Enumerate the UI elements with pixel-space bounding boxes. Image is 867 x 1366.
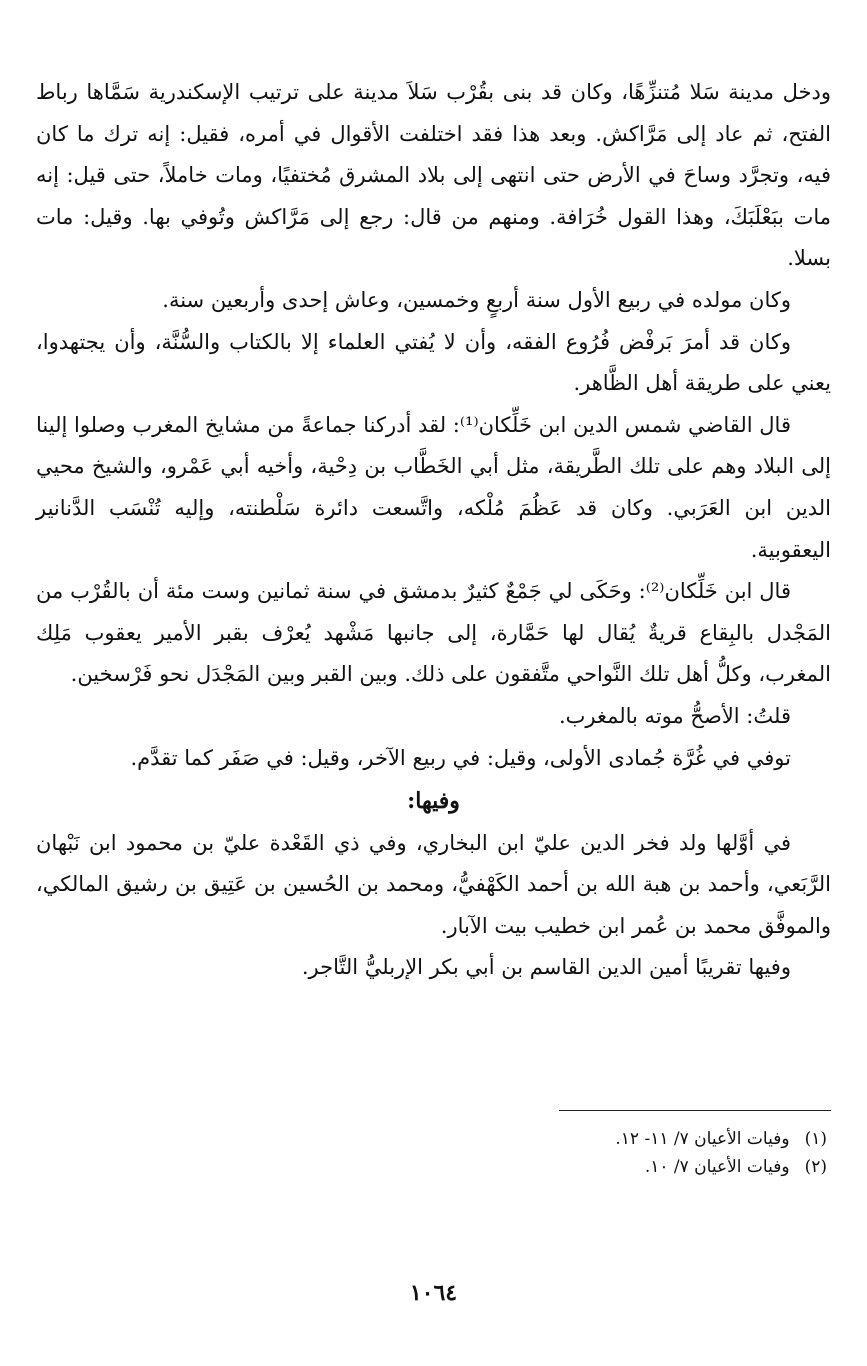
paragraph-3: وكان قد أمرَ بَرفْض فُرُوع الفقه، وأن لا يُفتي العلماء إلا بالكتاب والسُّنَّة، وأن يجتهدوا، يعني على طريقة أهل الظَّاهر.: [36, 329, 831, 396]
paragraph-7: توفي في غُرَّة جُمادى الأولى، وقيل: في ربيع الآخر، وقيل: في صَفَر كما تقدَّم.: [130, 745, 791, 770]
page-number: ١٠٦٤: [409, 1280, 458, 1306]
section-paragraph-1: في أوَّلها ولد فخر الدين عليّ ابن البخاري، وفي ذي القَعْدة عليّ بن محمود ابن نَبْهان الرَّبَعي، وأحمد بن هبة الله بن أحمد الكَهْفيُّ، ومحمد بن الحُسين بن عَتِيق بن رشيق المالكي، والموفَّق محمد بن عُمر ابن خطيب بيت الآبار.: [36, 830, 831, 938]
footnotes: [47, 1125, 827, 1181]
footnote-2: [47, 1153, 827, 1181]
section-paragraph-2: وفيها تقريبًا أمين الدين القاسم بن أبي بكر الإربليُّ التَّاجر.: [301, 955, 791, 980]
paragraph-4: قال القاضي شمس الدين ابن خَلِّكان⁽¹⁾: لقد أدركنا جماعةً من مشايخ المغرب وصلوا إلينا إلى البلاد وهم على تلك الطَّريقة، مثل أبي الخَطَّاب بن دِحْية، وأخيه أبي عَمْرو، والشيخ محيي الدين ابن العَرَبي. وكان قد عَظُمَ مُلْكه، واتَّسعت دائرة سَلْطنته، وإليه تُنْسَب الدَّنانير اليعقوبية.: [36, 412, 831, 562]
paragraph-5: قال ابن خَلِّكان⁽²⁾: وحَكَى لي جَمْعٌ كثيرٌ بدمشق في سنة ثمانين وست مئة أن بالقُرْب من المَجْدل بالبِقاع قريةٌ يُقال لها حَمَّارة، إلى جانبها مَشْهد يُعرْف بقبر الأمير يعقوب مَلِك المغرب، وكلُّ أهل تلك النَّواحي متَّفقون على ذلك. وبين القبر وبين المَجْدَل نحو فَرْسخين.: [36, 579, 831, 687]
footnote-text: وفيات الأعيان ٧/ ١١- ١٢.: [615, 1129, 790, 1149]
footnote-text: وفيات الأعيان ٧/ ١٠.: [644, 1157, 790, 1177]
paragraph-2: وكان مولده في ربيع الأول سنة أربعٍ وخمسين، وعاش إحدى وأربعين سنة.: [162, 287, 791, 312]
paragraph-1: ودخل مدينة سَلا مُتنزِّهًا، وكان قد بنى بقُرْب سَلاَ مدينة على ترتيب الإسكندرية سَمَّاها رباط الفتح، ثم عاد إلى مَرَّاكش. وبعد هذا فقد اختلفت الأقوال في أمره، فقيل: إنه ترك ما كان فيه، وتجرَّد وساحَ في الأرض حتى انتهى إلى بلاد المشرق مُختفيًا، ومات خاملاً، حتى قيل: إنه مات ببَعْلَبَكَ، وهذا القول خُرَافة. ومنهم من قال: رجع إلى مَرَّاكش وتُوفي بها. وقيل: مات بسلا.: [36, 80, 831, 271]
section-heading: وفيها:: [407, 788, 460, 815]
footnote-number: (١): [804, 1129, 827, 1149]
paragraph-6: قلتُ: الأصحُّ موته بالمغرب.: [558, 703, 791, 728]
page-body: [36, 72, 831, 989]
footnote-divider: [559, 1110, 831, 1111]
footnote-number: (٢): [804, 1157, 827, 1177]
footnote-1: [47, 1125, 827, 1153]
